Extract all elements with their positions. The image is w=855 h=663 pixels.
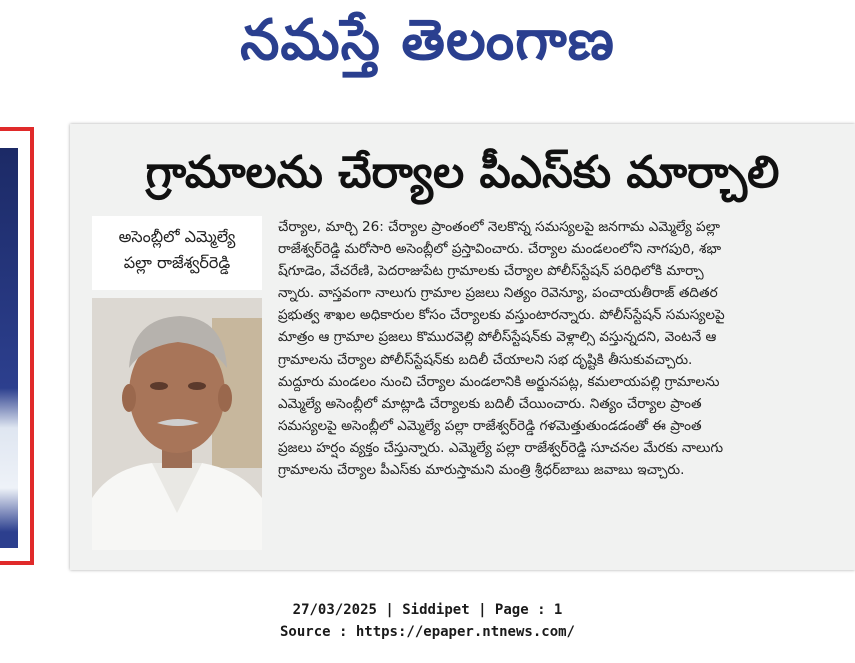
article-headline: గ్రామాలను చేర్యాల పీఎస్‌కు మార్చాలి xyxy=(145,147,780,198)
body-line: ప్రజలు హర్షం వ్యక్తం చేస్తున్నారు. ఎమ్మెల్యే పల్లా రాజేశ్వర్‌రెడ్డి సూచనల మేరకు నాలుగు xyxy=(278,439,724,456)
portrait-photo xyxy=(92,298,262,550)
body-line: ప్రభుత్వ శాఖల అధికారుల కోసం చేర్యాలకు వస్తుంటారన్నారు. పోలీస్‌స్టేషన్ సమస్యలపై xyxy=(278,307,725,324)
body-line: సమస్యలపై అసెంబ్లీలో ఎమ్మెల్యే పల్లా రాజేశ్వర్‌రెడ్డి గళమెత్తుతుండడంతో ఈ ప్రాంత xyxy=(278,417,702,434)
footer-source-link[interactable]: Source : https://epaper.ntnews.com/ xyxy=(279,624,575,640)
masthead-logo: నమస్తే తెలంగాణ xyxy=(240,8,615,73)
masthead xyxy=(0,0,855,90)
body-line: మాత్రం ఆ గ్రామాల ప్రజలు కొమురవెల్లి పోలీస్‌స్టేషన్‌కు వెళ్లాల్సి వస్తున్నదని, వెంటనే ఆ xyxy=(278,329,717,346)
body-line: రాజేశ్వర్‌రెడ్డి మరోసారి అసెంబ్లీలో ప్రస్తావించారు. చేర్యాల మండలంలోని నాగపురి, శభా xyxy=(278,241,722,258)
body-line: ష్‌గూడెం, వేచరేణి, పెదరాజుపేట గ్రామాలకు చేర్యాల పోలీస్‌స్టేషన్ పరిధిలోకి మార్చా xyxy=(278,263,704,280)
body-line: గ్రామాలను చేర్యాల పోలీస్‌స్టేషన్‌కు బదిలీ చేయాలని సభ దృష్టికి తీసుకువచ్చారు. xyxy=(278,351,693,368)
body-line: ఎమ్మెల్యే అసెంబ్లీలో మాట్లాడి చేర్యాలకు బదిలీ చేయించారు. నిత్యం చేర్యాల ప్రాంత xyxy=(278,395,702,412)
photo-caption xyxy=(92,216,262,290)
caption-line-2: పల్లా రాజేశ్వర్‌రెడ్డి xyxy=(123,253,231,272)
adjacent-clip-strip xyxy=(0,148,18,548)
portrait-photo-icon xyxy=(92,298,262,550)
footer-date-edition: 27/03/2025 | Siddipet | Page : 1 xyxy=(292,602,563,618)
article-clip xyxy=(70,124,855,570)
caption-line-1: అసెంబ్లీలో ఎమ్మెల్యే xyxy=(118,227,236,246)
body-line: న్నారు. వాస్తవంగా నాలుగు గ్రామాల ప్రజలు నిత్యం రెవెన్యూ, పంచాయతీరాజ్ తదితర xyxy=(278,285,718,302)
article-body xyxy=(278,216,855,481)
body-line: మద్దూరు మండలం నుంచి చేర్యాల మండలానికి అర్జునపట్ల, కమలాయపల్లి గ్రామాలను xyxy=(278,373,720,390)
body-line: గ్రామాలను చేర్యాల పీఎస్‌కు మారుస్తామని మంత్రి శ్రీధర్‌బాబు జవాబు ఇచ్చారు. xyxy=(278,462,685,479)
body-line: చేర్యాల, మార్చి 26: చేర్యాల ప్రాంతంలో నెలకొన్న సమస్యలపై జనగామ ఎమ్మెల్యే పల్లా xyxy=(278,219,720,235)
